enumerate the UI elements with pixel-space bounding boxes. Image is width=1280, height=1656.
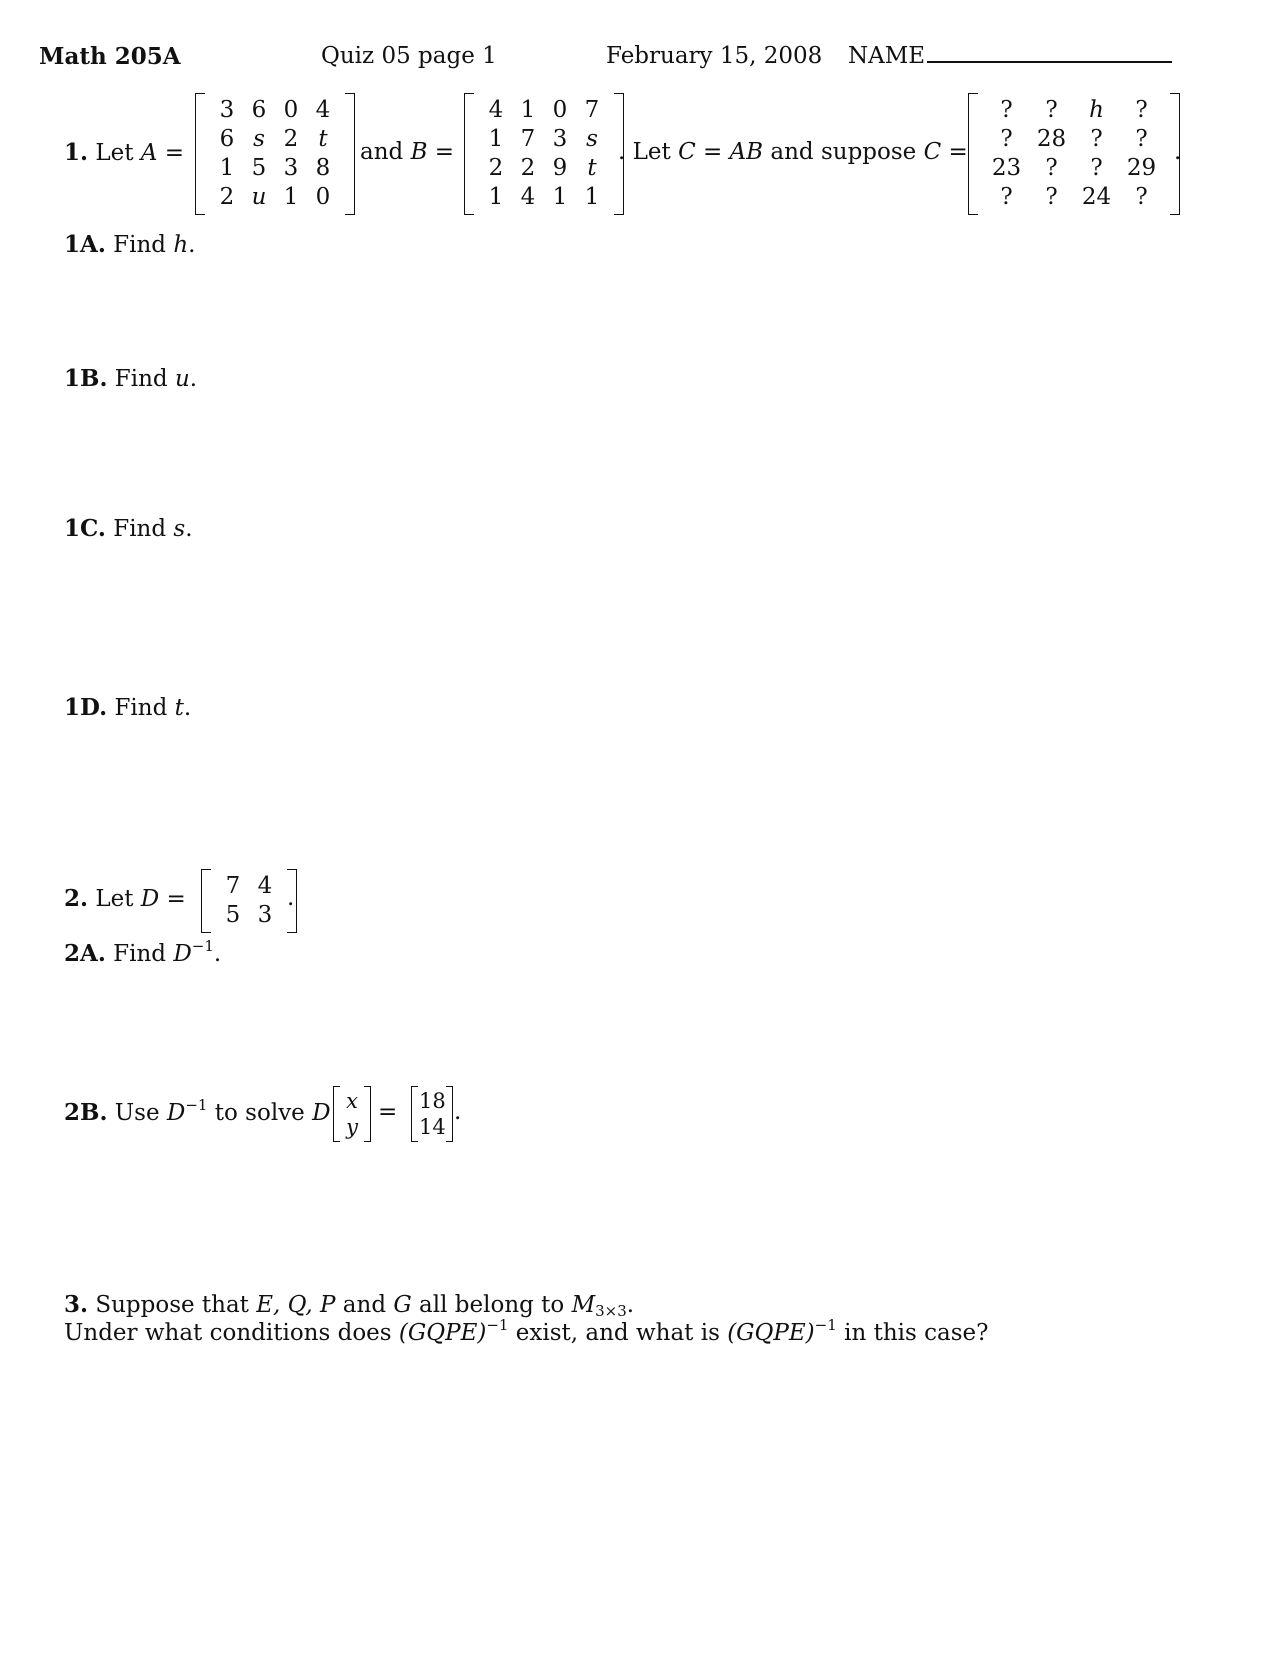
matrix-entry: 14	[419, 1115, 446, 1139]
q2b-text	[64, 1096, 331, 1126]
matrix-entry: 4	[315, 97, 331, 123]
q1-c-label: C =	[923, 139, 968, 165]
name-field[interactable]	[848, 43, 1172, 69]
q1d-end: .	[183, 695, 192, 721]
q1d-var: t	[174, 695, 184, 721]
matrix-entry: ?	[1135, 126, 1148, 152]
q1b-text: Find	[114, 366, 168, 392]
bracket-right	[446, 1086, 453, 1142]
matrix-entry: ?	[1000, 97, 1013, 123]
q1a-var: h	[173, 232, 189, 258]
matrix-entry: 24	[1081, 184, 1112, 210]
matrix-entry: 4	[488, 97, 504, 123]
matrix-entry: 2	[488, 155, 504, 181]
q1a-text: Find	[113, 232, 167, 258]
q3-vars: E, Q, P	[256, 1292, 336, 1318]
matrix-entry: 2	[520, 155, 536, 181]
matrix-entry: 1	[520, 97, 536, 123]
q2-let: Let	[95, 886, 134, 912]
matrix-entry: 5	[251, 155, 267, 181]
q1a	[64, 231, 195, 258]
q2b-to-solve: to solve	[214, 1100, 305, 1126]
matrix-entry: 3	[552, 126, 568, 152]
matrix-d-grid	[211, 869, 287, 933]
course-title: Math 205A	[39, 43, 181, 70]
bracket-left	[195, 93, 205, 215]
q2a-exp: −1	[191, 937, 214, 955]
matrix-entry: 18	[419, 1089, 446, 1113]
matrix-entry: 1	[488, 184, 504, 210]
quiz-title: Quiz 05 page 1	[321, 43, 497, 69]
q3-and: and	[342, 1292, 387, 1318]
q2a-label: 2A.	[64, 940, 106, 967]
matrix-entry: 1	[283, 184, 299, 210]
q1b-end: .	[189, 366, 198, 392]
matrix-entry: 1	[584, 184, 600, 210]
quiz-date: February 15, 2008	[606, 43, 823, 69]
bracket-right	[345, 93, 355, 215]
q2a-end: .	[213, 941, 222, 967]
q1-let-c-text: . Let	[618, 139, 671, 165]
matrix-entry: 0	[315, 184, 331, 210]
vector-rhs-grid	[418, 1086, 446, 1142]
matrix-entry: 2	[283, 126, 299, 152]
q3-prod-2: (GQPE)	[727, 1320, 815, 1346]
matrix-entry: 7	[584, 97, 600, 123]
matrix-c	[968, 93, 1180, 215]
q2b-var2: D	[312, 1100, 331, 1126]
q1-a-label: A =	[140, 140, 184, 166]
q1d-text: Find	[114, 695, 168, 721]
bracket-left	[333, 1086, 340, 1142]
matrix-entry: 9	[552, 155, 568, 181]
q2a-var: D	[173, 941, 192, 967]
q3-m: M	[571, 1292, 596, 1318]
matrix-entry: 5	[225, 902, 241, 928]
q1-b-label: B =	[410, 139, 455, 165]
matrix-entry: ?	[1135, 97, 1148, 123]
q2b-end: .	[454, 1099, 462, 1125]
matrix-entry: 7	[520, 126, 536, 152]
q2b-use: Use	[114, 1100, 160, 1126]
matrix-entry: 29	[1126, 155, 1157, 181]
q3-suppose: Suppose that	[95, 1292, 249, 1318]
matrix-entry: y	[346, 1115, 358, 1139]
matrix-entry: s	[586, 126, 598, 152]
matrix-entry: 1	[552, 184, 568, 210]
q3-line1-end: .	[626, 1292, 635, 1318]
matrix-entry: ?	[1045, 97, 1058, 123]
bracket-left	[464, 93, 474, 215]
q3-exp-1: −1	[486, 1316, 509, 1334]
q1a-end: .	[188, 232, 196, 258]
matrix-c-grid	[978, 93, 1170, 215]
q1d-label: 1D.	[64, 694, 108, 721]
vector-rhs	[411, 1086, 453, 1142]
matrix-entry: 0	[283, 97, 299, 123]
q2a	[64, 937, 222, 967]
matrix-entry: 0	[552, 97, 568, 123]
vector-xy	[333, 1086, 371, 1142]
q1a-label: 1A.	[64, 231, 106, 258]
q1-and-suppose: and suppose	[770, 139, 917, 165]
q3-prod-1: (GQPE)	[398, 1320, 487, 1346]
matrix-entry: u	[251, 184, 267, 210]
bracket-left	[411, 1086, 418, 1142]
q2a-text: Find	[113, 941, 167, 967]
matrix-entry: t	[587, 155, 597, 181]
q2b-label: 2B.	[64, 1099, 108, 1126]
matrix-entry: 7	[225, 873, 241, 899]
bracket-right	[364, 1086, 371, 1142]
q1-lead	[64, 139, 184, 166]
matrix-d	[201, 869, 297, 933]
q3-g: G	[393, 1292, 412, 1318]
q3-exp-2: −1	[814, 1316, 837, 1334]
matrix-entry: 4	[520, 184, 536, 210]
q3-exist: exist, and what is	[515, 1320, 720, 1346]
matrix-entry: h	[1089, 97, 1104, 123]
matrix-entry: 3	[257, 902, 273, 928]
q2-d-label: D =	[140, 886, 186, 912]
matrix-entry: x	[346, 1089, 358, 1113]
q2-number: 2.	[64, 885, 89, 912]
matrix-a-grid	[205, 93, 345, 215]
bracket-left	[968, 93, 978, 215]
matrix-entry: ?	[1000, 126, 1013, 152]
matrix-entry: 3	[219, 97, 235, 123]
matrix-entry: ?	[1045, 155, 1058, 181]
name-label: NAME	[848, 43, 926, 69]
q2-lead	[64, 885, 186, 912]
q2b-var: D	[166, 1100, 186, 1126]
matrix-entry: 2	[219, 184, 235, 210]
matrix-entry: 6	[219, 126, 235, 152]
bracket-left	[201, 869, 211, 933]
q3-line2	[64, 1316, 989, 1346]
q1c-label: 1C.	[64, 515, 106, 542]
q1-let-c	[618, 139, 968, 165]
matrix-entry: 1	[219, 155, 235, 181]
matrix-b	[464, 93, 624, 215]
matrix-entry: 28	[1036, 126, 1067, 152]
matrix-entry: 1	[488, 126, 504, 152]
matrix-entry: t	[318, 126, 328, 152]
q3-case: in this case?	[844, 1320, 989, 1346]
q1d	[64, 694, 191, 721]
q1-and-b	[360, 139, 454, 165]
matrix-entry: 6	[251, 97, 267, 123]
matrix-b-grid	[474, 93, 614, 215]
matrix-entry: ?	[1135, 184, 1148, 210]
q2-end-period: .	[287, 885, 295, 911]
q1-number: 1.	[64, 139, 89, 166]
matrix-a	[195, 93, 355, 215]
q3-under: Under what conditions does	[64, 1320, 392, 1346]
q1b-var: u	[174, 366, 190, 392]
vector-xy-grid	[340, 1086, 364, 1142]
name-blank-line	[927, 51, 1172, 63]
matrix-entry: 4	[257, 873, 273, 899]
matrix-entry: s	[253, 126, 265, 152]
matrix-entry: 8	[315, 155, 331, 181]
q3-number: 3.	[64, 1291, 89, 1318]
q2b-exp: −1	[185, 1096, 208, 1114]
matrix-entry: ?	[1000, 184, 1013, 210]
matrix-entry: ?	[1090, 155, 1103, 181]
q2b-equals: =	[378, 1099, 398, 1125]
q3-m-sub: 3×3	[595, 1302, 627, 1320]
q1c-var: s	[173, 516, 186, 542]
q3-line1	[64, 1291, 634, 1318]
q1b-label: 1B.	[64, 365, 108, 392]
matrix-entry: ?	[1090, 126, 1103, 152]
matrix-entry: 3	[283, 155, 299, 181]
q1c-end: .	[185, 516, 193, 542]
q1-end-period: .	[1174, 139, 1182, 165]
q1-and: and	[360, 139, 404, 165]
q1-let: Let	[95, 140, 134, 166]
q1c-text: Find	[113, 516, 167, 542]
q1c	[64, 515, 193, 542]
q3-belong: all belong to	[419, 1292, 565, 1318]
matrix-entry: 23	[991, 155, 1022, 181]
matrix-entry: ?	[1045, 184, 1058, 210]
q1-c-eq: C = AB	[678, 139, 764, 165]
q1b	[64, 365, 197, 392]
